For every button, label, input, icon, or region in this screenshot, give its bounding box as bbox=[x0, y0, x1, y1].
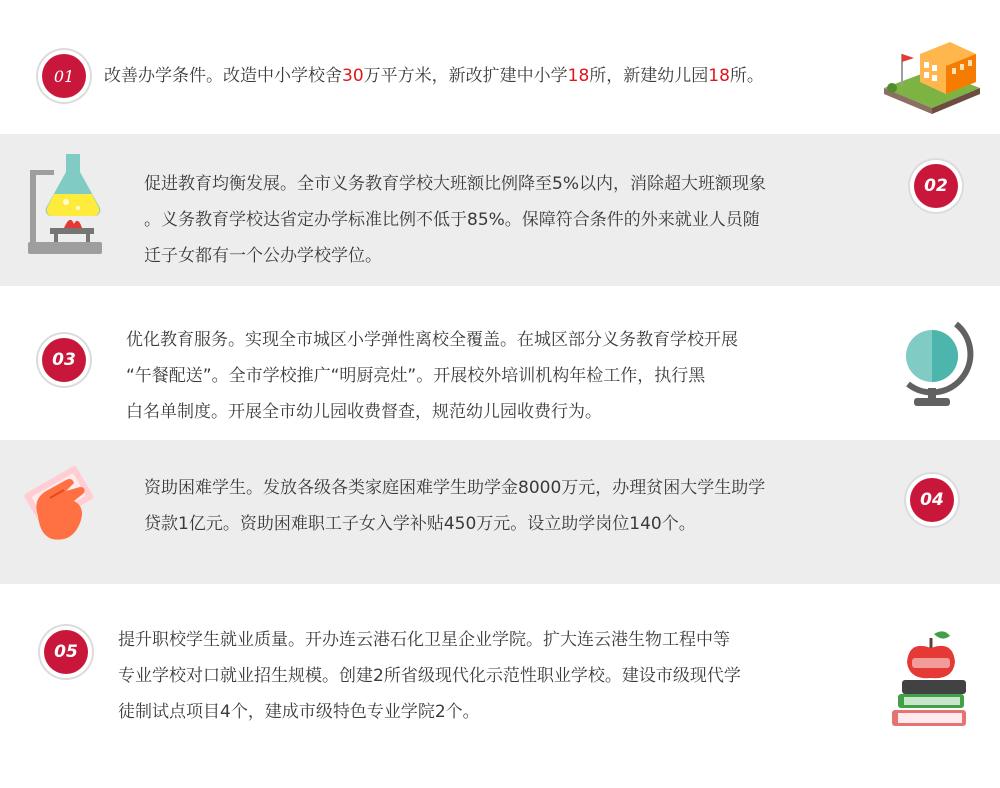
item-number-badge-03: 03 bbox=[42, 338, 86, 382]
item-01-seg: 改善办学条件。改造中小学校舍 bbox=[104, 66, 342, 86]
item-text-02 bbox=[144, 166, 766, 274]
item-01-seg: 万平方米，新改扩建中小学 bbox=[363, 66, 568, 86]
item-02-line-2: 。义务教育学校达省定办学标准比例不低于85%。保障符合条件的外来就业人员随 bbox=[144, 210, 760, 230]
globe-icon bbox=[894, 314, 974, 414]
item-02-line-1: 促进教育均衡发展。全市义务教育学校大班额比例降至5%以内，消除超大班额现象 bbox=[144, 174, 766, 194]
item-05-line-2: 专业学校对口就业招生规模。创建2所省级现代化示范性职业学校。建设市级现代学 bbox=[118, 666, 741, 686]
item-01-hl-area: 30 bbox=[342, 66, 364, 86]
item-01-seg: 所，新建幼儿园 bbox=[589, 66, 709, 86]
item-number-badge-02: 02 bbox=[914, 164, 958, 208]
item-02-line-3: 迁子女都有一个公办学校学位。 bbox=[144, 246, 382, 266]
item-03-line-3: 白名单制度。开展全市幼儿园收费督查，规范幼儿园收费行为。 bbox=[126, 402, 602, 422]
hand-money-icon bbox=[20, 458, 104, 558]
item-01-hl-kindergartens: 18 bbox=[708, 66, 730, 86]
item-05-line-1: 提升职校学生就业质量。开办连云港石化卫星企业学院。扩大连云港生物工程中等 bbox=[118, 630, 730, 650]
item-text-04 bbox=[144, 470, 765, 542]
item-04-line-1: 资助困难学生。发放各级各类家庭困难学生助学金8000万元，办理贫困大学生助学 bbox=[144, 478, 766, 498]
item-05-line-3: 徒制试点项目4个，建成市级特色专业学院2个。 bbox=[118, 702, 480, 722]
item-04-line-2: 贷款1亿元。资助困难职工子女入学补贴450万元。设立助学岗位140个。 bbox=[144, 514, 696, 534]
flask-burner-icon bbox=[24, 150, 108, 260]
item-text-03 bbox=[126, 322, 738, 430]
school-building-icon bbox=[880, 36, 984, 116]
item-number-badge-05: 05 bbox=[44, 630, 88, 674]
item-01-seg: 所。 bbox=[729, 66, 764, 86]
item-number-badge-01: 01 bbox=[42, 54, 86, 98]
item-text-05 bbox=[118, 622, 741, 730]
item-text-01 bbox=[104, 58, 764, 94]
books-apple-icon bbox=[884, 628, 974, 738]
item-01-hl-schools: 18 bbox=[567, 66, 590, 86]
item-03-line-2: “午餐配送”。全市学校推广“明厨亮灶”。开展校外培训机构年检工作，执行黑 bbox=[126, 366, 706, 386]
item-03-line-1: 优化教育服务。实现全市城区小学弹性离校全覆盖。在城区部分义务教育学校开展 bbox=[126, 330, 738, 350]
item-number-badge-04: 04 bbox=[910, 478, 954, 522]
